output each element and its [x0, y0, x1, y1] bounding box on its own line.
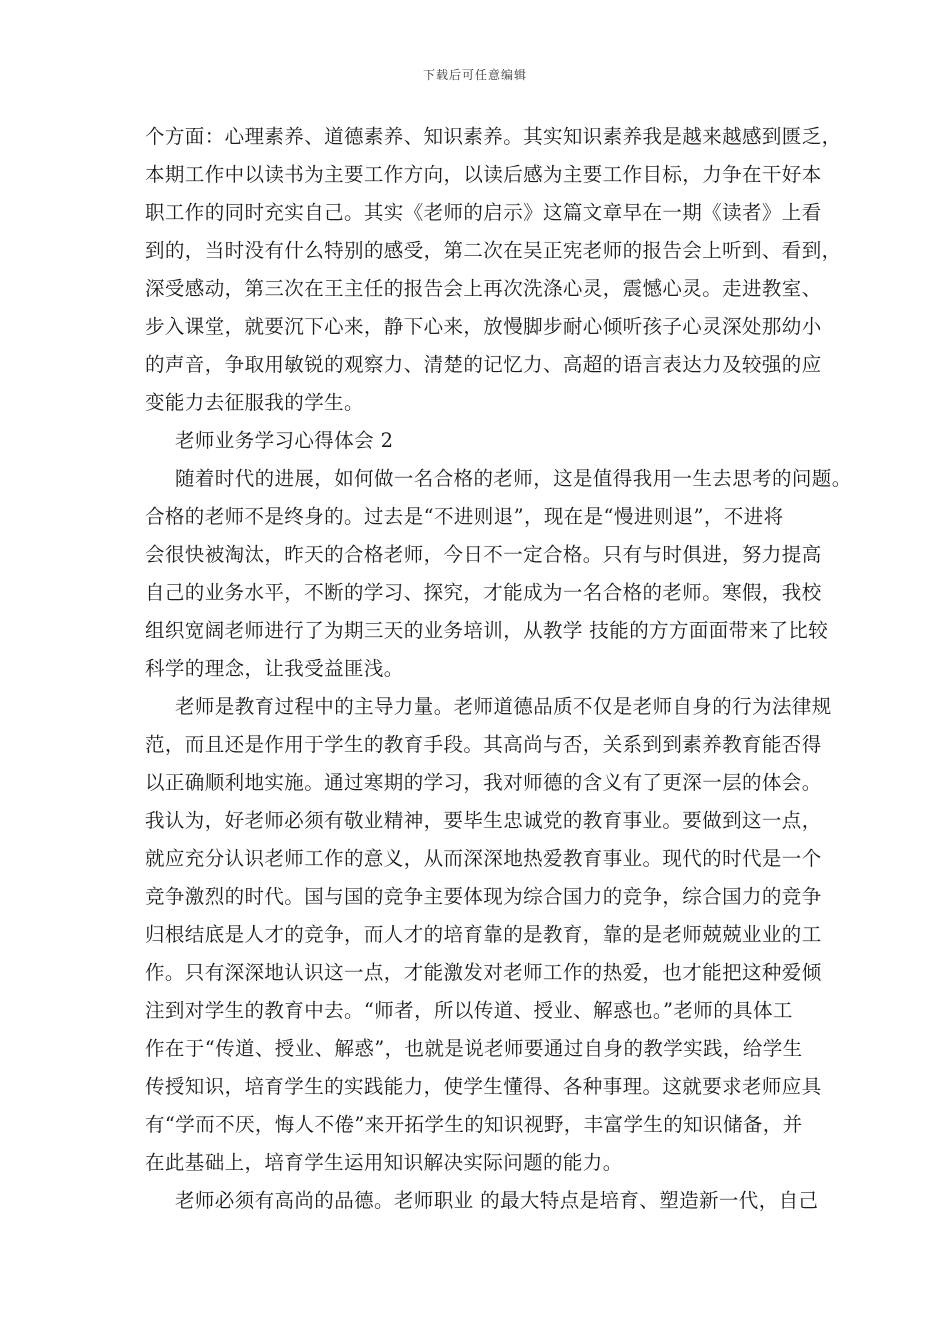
document-body [145, 118, 852, 1220]
text-line: 合格的老师不是终身的。过去是“不进则退”，现在是“慢进则退”，不进将 [145, 505, 784, 528]
text-line: 科学的理念，让我受益匪浅。 [145, 657, 404, 680]
paragraph-first-line: 老师必须有高尚的品德。老师职业 的最大特点是培育、塑造新一代，自己 [175, 1189, 819, 1212]
text-line: 范，而且还是作用于学生的教育手段。其高尚与否，关系到到素养教育能否得 [145, 733, 822, 756]
text-line: 注到对学生的教育中去。“师者，所以传道、授业、解惑也。”老师的具体工 [145, 999, 793, 1022]
text-line: 有“学而不厌，悔人不倦”来开拓学生的知识视野，丰富学生的知识储备，并 [145, 1113, 803, 1136]
text-line: 在此基础上，培育学生运用知识解决实际问题的能力。 [145, 1151, 623, 1174]
section-heading: 老师业务学习心得体会 2 [175, 429, 394, 452]
text-line: 职工作的同时充实自己。其实《老师的启示》这篇文章早在一期《读者》上看 [145, 201, 822, 224]
text-line: 作。只有深深地认识这一点，才能激发对老师工作的热爱，也才能把这种爱倾 [145, 961, 822, 984]
text-line: 竞争激烈的时代。国与国的竞争主要体现为综合国力的竞争，综合国力的竞争 [145, 885, 822, 908]
text-line: 步入课堂，就要沉下心来，静下心来，放慢脚步耐心倾听孩子心灵深处那幼小 [145, 315, 822, 338]
paragraph-first-line: 老师是教育过程中的主导力量。老师道德品质不仅是老师自身的行为法律规 [175, 695, 832, 718]
text-line: 本期工作中以读书为主要工作方向，以读后感为主要工作目标，力争在干好本 [145, 163, 822, 186]
text-line: 变能力去征服我的学生。 [145, 391, 364, 414]
paragraph-first-line: 随着时代的进展，如何做一名合格的老师，这是值得我用一生去思考的问题。 [175, 467, 852, 490]
text-line: 组织宽阔老师进行了为期三天的业务培训，从教学 技能的方方面面带来了比较 [145, 619, 829, 642]
text-line: 自己的业务水平，不断的学习、探究，才能成为一名合格的老师。寒假，我校 [145, 581, 822, 604]
text-line: 我认为，好老师必须有敬业精神，要毕生忠诚党的教育事业。要做到这一点， [145, 809, 822, 832]
text-line: 归根结底是人才的竞争，而人才的培育靠的是教育，靠的是老师兢兢业业的工 [145, 923, 822, 946]
text-line: 会很快被淘汰，昨天的合格老师，今日不一定合格。只有与时俱进，努力提高 [145, 543, 822, 566]
text-line: 到的，当时没有什么特别的感受，第二次在吴正宪老师的报告会上听到、看到， [145, 239, 842, 262]
text-line: 以正确顺利地实施。通过寒期的学习，我对师德的含义有了更深一层的体会。 [145, 771, 822, 794]
text-line: 深受感动，第三次在王主任的报告会上再次洗涤心灵，震憾心灵。走进教室、 [145, 277, 822, 300]
text-line: 就应充分认识老师工作的意义，从而深深地热爱教育事业。现代的时代是一个 [145, 847, 822, 870]
text-line: 个方面：心理素养、道德素养、知识素养。其实知识素养我是越来越感到匮乏， [145, 125, 842, 148]
text-line: 作在于“传道、授业、解惑”，也就是说老师要通过自身的教学实践，给学生 [145, 1037, 803, 1060]
page-header-note: 下载后可任意编辑 [422, 68, 527, 82]
text-line: 的声音，争取用敏锐的观察力、清楚的记忆力、高超的语言表达力及较强的应 [145, 353, 822, 376]
text-line: 传授知识，培育学生的实践能力，使学生懂得、各种事理。这就要求老师应具 [145, 1075, 822, 1098]
